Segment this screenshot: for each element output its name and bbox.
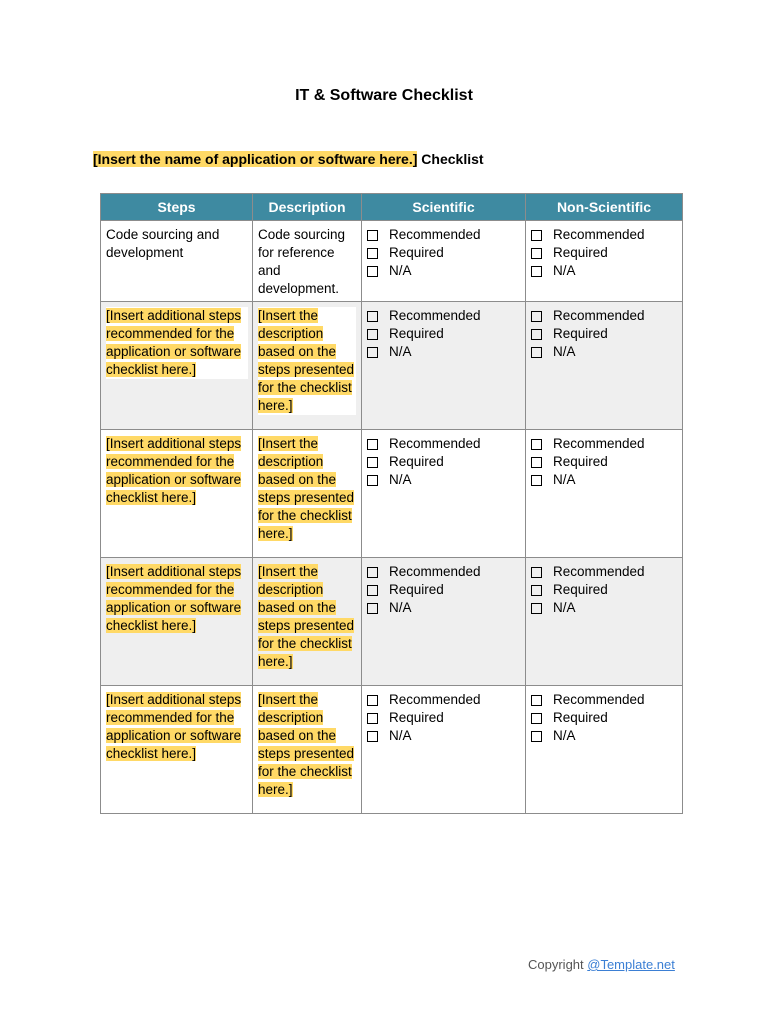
- scientific-options: [362, 302, 526, 430]
- table-row: [101, 302, 683, 430]
- option-na[interactable]: [531, 343, 677, 361]
- option-recommended[interactable]: [531, 563, 677, 581]
- subtitle-suffix: Checklist: [417, 151, 484, 167]
- option-label: N/A: [389, 600, 412, 615]
- option-na[interactable]: [531, 599, 677, 617]
- copyright-footer: [528, 957, 675, 972]
- option-recommended[interactable]: [367, 435, 520, 453]
- description-text[interactable]: [Insert the description based on the steps presented for the checklist here.]: [258, 564, 355, 669]
- description-cell: [253, 686, 362, 814]
- option-label: Recommended: [553, 227, 645, 242]
- table-row: [101, 430, 683, 558]
- option-label: Required: [553, 245, 608, 260]
- non-scientific-options: [526, 686, 683, 814]
- checkbox-icon[interactable]: [367, 329, 378, 340]
- checkbox-icon[interactable]: [531, 347, 542, 358]
- option-label: Required: [389, 710, 444, 725]
- checkbox-icon[interactable]: [531, 329, 542, 340]
- checkbox-icon[interactable]: [367, 347, 378, 358]
- non-scientific-options: [526, 430, 683, 558]
- scientific-options: [362, 686, 526, 814]
- template-link[interactable]: @Template.net: [587, 957, 675, 972]
- option-required[interactable]: [367, 453, 520, 471]
- checkbox-icon[interactable]: [531, 603, 542, 614]
- step-cell: [101, 558, 253, 686]
- checklist-subtitle: [93, 151, 484, 167]
- option-required[interactable]: [367, 709, 520, 727]
- non-scientific-options: [526, 221, 683, 302]
- step-text[interactable]: Code sourcing and development: [106, 227, 220, 260]
- step-text[interactable]: [Insert additional steps recommended for the application or software checklist here.]: [106, 436, 242, 505]
- option-label: N/A: [389, 728, 412, 743]
- option-required[interactable]: [531, 244, 677, 262]
- option-label: Required: [553, 454, 608, 469]
- table-row: [101, 686, 683, 814]
- option-label: Required: [389, 326, 444, 341]
- header-non-scientific: Non-Scientific: [526, 194, 683, 221]
- checkbox-icon[interactable]: [367, 439, 378, 450]
- table-row: [101, 221, 683, 302]
- option-na[interactable]: [531, 262, 677, 280]
- checkbox-icon[interactable]: [367, 695, 378, 706]
- scientific-options: [362, 430, 526, 558]
- page-title: IT & Software Checklist: [295, 87, 473, 104]
- option-recommended[interactable]: [531, 691, 677, 709]
- checkbox-icon[interactable]: [367, 230, 378, 241]
- scientific-options: [362, 221, 526, 302]
- option-required[interactable]: [531, 581, 677, 599]
- option-label: Required: [389, 582, 444, 597]
- option-required[interactable]: [367, 581, 520, 599]
- checkbox-icon[interactable]: [367, 475, 378, 486]
- application-name-placeholder[interactable]: [Insert the name of application or software here.]: [93, 151, 418, 167]
- checkbox-icon[interactable]: [531, 731, 542, 742]
- table-header-row: [101, 194, 683, 221]
- option-label: Recommended: [389, 692, 481, 707]
- option-label: Recommended: [553, 308, 645, 323]
- option-label: N/A: [553, 600, 576, 615]
- checkbox-icon[interactable]: [367, 567, 378, 578]
- option-recommended[interactable]: [367, 226, 520, 244]
- option-label: Required: [553, 710, 608, 725]
- option-label: Required: [553, 582, 608, 597]
- checkbox-icon[interactable]: [531, 230, 542, 241]
- option-label: Recommended: [553, 436, 645, 451]
- non-scientific-options: [526, 302, 683, 430]
- option-required[interactable]: [531, 453, 677, 471]
- step-text[interactable]: [Insert additional steps recommended for the application or software checklist here.]: [106, 692, 242, 761]
- option-label: Recommended: [553, 564, 645, 579]
- checkbox-icon[interactable]: [367, 457, 378, 468]
- checkbox-icon[interactable]: [531, 439, 542, 450]
- option-recommended[interactable]: [367, 691, 520, 709]
- table-row: [101, 558, 683, 686]
- option-label: Required: [389, 454, 444, 469]
- option-required[interactable]: [531, 709, 677, 727]
- option-label: Recommended: [553, 692, 645, 707]
- option-label: N/A: [389, 263, 412, 278]
- scientific-options: [362, 558, 526, 686]
- step-text[interactable]: [Insert additional steps recommended for the application or software checklist here.]: [106, 308, 242, 377]
- option-required[interactable]: [531, 325, 677, 343]
- option-label: Required: [389, 245, 444, 260]
- option-label: Recommended: [389, 227, 481, 242]
- step-cell: [101, 302, 253, 430]
- checkbox-icon[interactable]: [367, 311, 378, 322]
- checkbox-icon[interactable]: [531, 713, 542, 724]
- description-text[interactable]: [Insert the description based on the steps presented for the checklist here.]: [258, 436, 355, 541]
- option-required[interactable]: [367, 244, 520, 262]
- description-cell: [253, 430, 362, 558]
- option-label: N/A: [389, 344, 412, 359]
- checkbox-icon[interactable]: [367, 731, 378, 742]
- step-cell: [101, 221, 253, 302]
- description-cell: [253, 558, 362, 686]
- non-scientific-options: [526, 558, 683, 686]
- option-recommended[interactable]: [531, 226, 677, 244]
- option-label: Required: [553, 326, 608, 341]
- description-text[interactable]: [Insert the description based on the steps presented for the checklist here.]: [258, 692, 355, 797]
- option-label: N/A: [553, 728, 576, 743]
- option-required[interactable]: [367, 325, 520, 343]
- description-cell: [253, 221, 362, 302]
- checkbox-icon[interactable]: [531, 695, 542, 706]
- option-label: N/A: [553, 472, 576, 487]
- header-scientific: Scientific: [362, 194, 526, 221]
- option-na[interactable]: [367, 727, 520, 745]
- option-na[interactable]: [531, 471, 677, 489]
- step-cell: [101, 430, 253, 558]
- checkbox-icon[interactable]: [367, 585, 378, 596]
- option-label: N/A: [389, 472, 412, 487]
- description-text[interactable]: [Insert the description based on the steps presented for the checklist here.]: [258, 308, 355, 413]
- copyright-label: Copyright: [528, 957, 588, 972]
- checkbox-icon[interactable]: [531, 248, 542, 259]
- option-na[interactable]: [367, 599, 520, 617]
- option-label: N/A: [553, 263, 576, 278]
- checklist-table: [100, 193, 683, 814]
- checkbox-icon[interactable]: [367, 266, 378, 277]
- checkbox-icon[interactable]: [367, 603, 378, 614]
- option-recommended[interactable]: [367, 307, 520, 325]
- option-label: Recommended: [389, 436, 481, 451]
- header-steps: Steps: [101, 194, 253, 221]
- option-na[interactable]: [367, 471, 520, 489]
- checkbox-icon[interactable]: [367, 248, 378, 259]
- option-na[interactable]: [531, 727, 677, 745]
- option-na[interactable]: [367, 343, 520, 361]
- option-recommended[interactable]: [531, 307, 677, 325]
- description-cell: [253, 302, 362, 430]
- checkbox-icon[interactable]: [531, 585, 542, 596]
- checkbox-icon[interactable]: [531, 266, 542, 277]
- option-recommended[interactable]: [531, 435, 677, 453]
- checkbox-icon[interactable]: [367, 713, 378, 724]
- checkbox-icon[interactable]: [531, 567, 542, 578]
- option-label: Recommended: [389, 308, 481, 323]
- step-text[interactable]: [Insert additional steps recommended for the application or software checklist here.]: [106, 564, 242, 633]
- checkbox-icon[interactable]: [531, 475, 542, 486]
- checkbox-icon[interactable]: [531, 457, 542, 468]
- option-na[interactable]: [367, 262, 520, 280]
- checkbox-icon[interactable]: [531, 311, 542, 322]
- description-text[interactable]: Code sourcing for reference and development.: [258, 227, 346, 296]
- option-recommended[interactable]: [367, 563, 520, 581]
- option-label: Recommended: [389, 564, 481, 579]
- header-description: Description: [253, 194, 362, 221]
- step-cell: [101, 686, 253, 814]
- option-label: N/A: [553, 344, 576, 359]
